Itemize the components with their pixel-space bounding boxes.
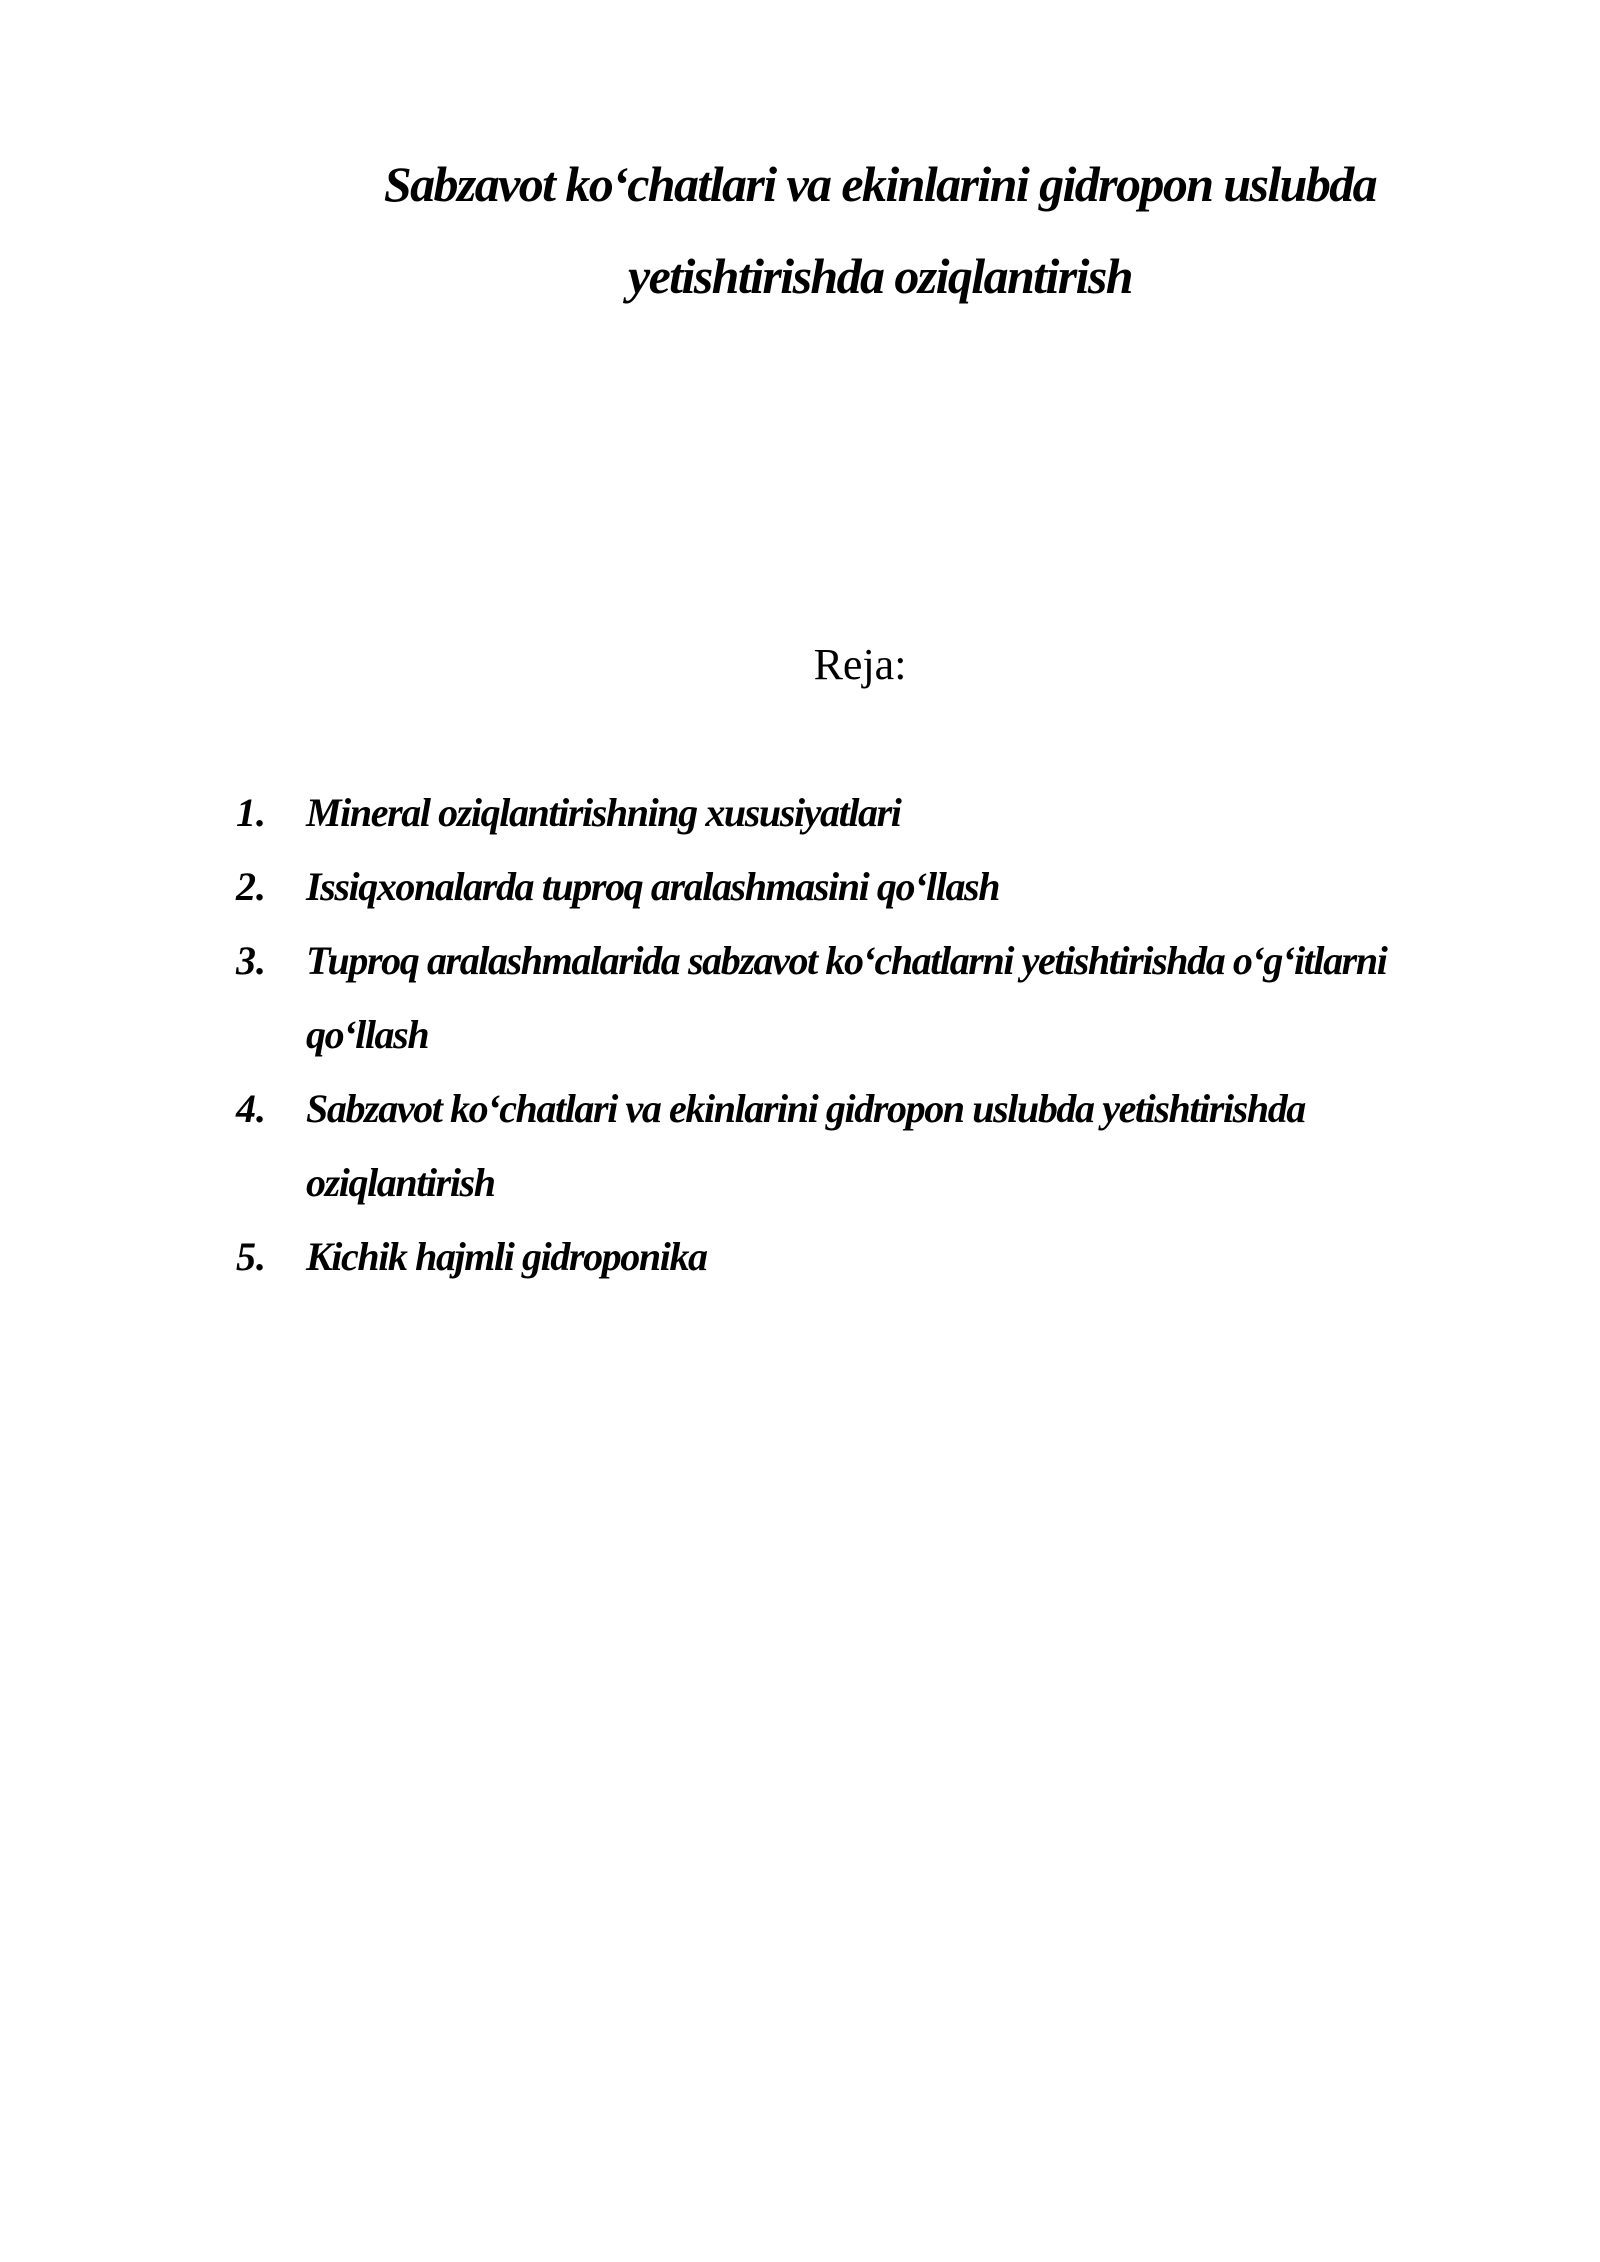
plan-item-number: 1. <box>236 790 266 835</box>
plan-item-text: Kichik hajmli gidroponika <box>306 1234 707 1279</box>
plan-item-3 <box>236 924 1536 1072</box>
plan-item-5 <box>236 1220 1536 1294</box>
plan-item-number: 2. <box>236 864 266 909</box>
plan-item-4 <box>236 1072 1536 1220</box>
plan-item-text-continued: oziqlantirish <box>306 1160 495 1205</box>
plan-list <box>236 776 1536 1294</box>
plan-item-2 <box>236 850 1536 924</box>
title-line-1: Sabzavot ko‘chatlari va ekinlarini gidropon uslubda <box>383 156 1377 212</box>
plan-item-text-continued: qo‘llash <box>306 1012 429 1057</box>
plan-item-text: Issiqxonalarda tuproq aralashmasini qo‘llash <box>306 864 1000 909</box>
title-line-2: yetishtirishda oziqlantirish <box>628 248 1132 304</box>
plan-item-text: Tuproq aralashmalarida sabzavot ko‘chatlarni yetishtirishda o‘g‘itlarni <box>306 938 1387 983</box>
plan-item-text: Mineral oziqlantirishning xususiyatlari <box>306 790 901 835</box>
plan-item-number: 5. <box>236 1234 266 1279</box>
plan-item-number: 4. <box>236 1086 266 1131</box>
plan-item-number: 3. <box>236 938 266 983</box>
document-title <box>250 138 1510 322</box>
plan-item-1 <box>236 776 1536 850</box>
plan-heading: Reja: <box>813 640 907 689</box>
plan-item-text: Sabzavot ko‘chatlari va ekinlarini gidropon uslubda yetishtirishda <box>306 1086 1305 1131</box>
